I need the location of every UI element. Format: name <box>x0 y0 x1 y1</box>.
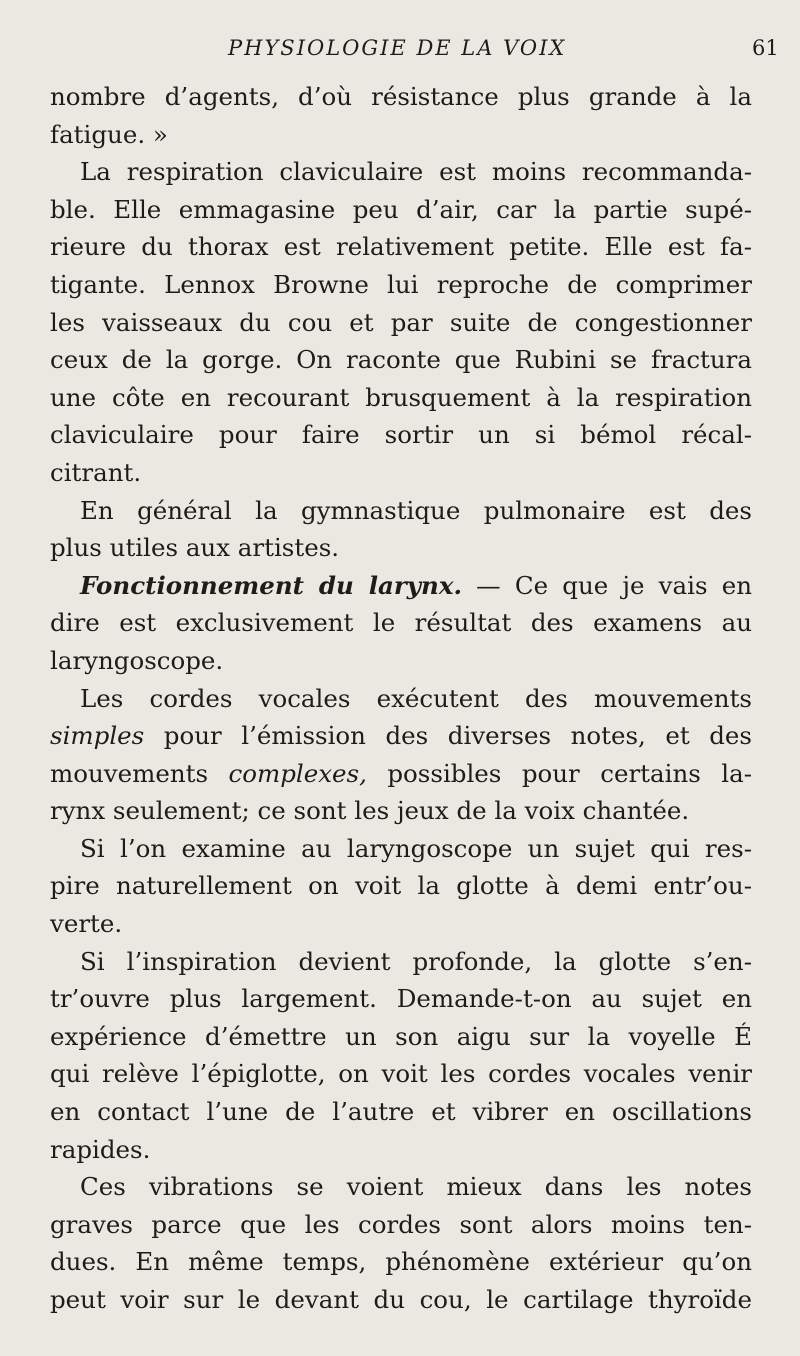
text-line <box>50 341 752 379</box>
text-segment: Les cordes vocales exécutent des mouvements <box>80 683 752 713</box>
text-segment: nombre d’agents, d’où résistance plus grande à la <box>50 82 752 111</box>
text-segment: graves parce que les cordes sont alors moins ten- <box>50 1209 752 1239</box>
page-number: 61 <box>752 36 779 60</box>
text-line <box>50 1055 752 1093</box>
text-segment: rieure du thorax est relativement petite. Elle est fa- <box>50 232 752 262</box>
text-segment: peut voir sur le devant du cou, le cartilage thyroïde <box>50 1285 752 1314</box>
text-line <box>50 304 752 342</box>
text-segment: Si l’inspiration devient profonde, la glotte s’en- <box>80 946 752 976</box>
text-segment: possibles pour certains la- <box>366 758 752 788</box>
text-line <box>50 1093 752 1131</box>
text-line <box>50 1018 752 1056</box>
text-line <box>50 1281 752 1319</box>
text-segment: laryngoscope. <box>50 645 224 675</box>
text-line <box>50 867 752 905</box>
text-line <box>50 755 752 793</box>
text-segment: citrant. <box>50 457 142 487</box>
text-line <box>50 604 752 642</box>
text-segment: rapides. <box>50 1134 151 1164</box>
body-text <box>50 78 752 1319</box>
text-segment: dire est exclusivement le résultat des examens au <box>50 608 752 638</box>
text-line <box>50 1131 752 1169</box>
text-line <box>50 78 752 116</box>
text-segment: fatigue. » <box>50 119 168 149</box>
text-segment: — Ce que je vais en <box>462 570 752 600</box>
text-segment: rynx seulement; ce sont les jeux de la voix chantée. <box>50 796 690 826</box>
text-line <box>50 266 752 304</box>
text-segment: claviculaire pour faire sortir un si bémol récal- <box>50 420 752 450</box>
page-header <box>0 36 800 66</box>
text-line <box>50 1168 752 1206</box>
text-line <box>50 717 752 755</box>
text-segment: les vaisseaux du cou et par suite de congestionner <box>50 307 752 337</box>
text-segment: une côte en recourant brusquement à la respiration <box>50 382 752 412</box>
text-line <box>50 191 752 229</box>
text-line <box>50 642 752 680</box>
text-line <box>50 905 752 943</box>
text-segment: verte. <box>50 909 123 939</box>
text-line <box>50 792 752 830</box>
text-segment: Ces vibrations se voient mieux dans les notes <box>80 1172 752 1202</box>
text-line <box>50 228 752 266</box>
text-segment: en contact l’une de l’autre et vibrer en oscillations <box>50 1097 752 1127</box>
text-segment: plus utiles aux artistes. <box>50 533 340 563</box>
text-line <box>50 116 752 154</box>
text-line <box>50 379 752 417</box>
text-segment: La respiration claviculaire est moins recommanda- <box>80 157 752 187</box>
text-segment: mouvements <box>50 758 229 788</box>
text-line <box>50 567 752 605</box>
text-segment: dues. En même temps, phénomène extérieur qu’on <box>50 1247 752 1277</box>
text-line <box>50 454 752 492</box>
text-segment: Si l’on examine au laryngoscope un sujet qui res- <box>80 833 752 863</box>
text-line <box>50 529 752 567</box>
text-segment: ceux de la gorge. On raconte que Rubini se fractura <box>50 345 752 375</box>
text-line <box>50 943 752 981</box>
running-head: PHYSIOLOGIE DE LA VOIX <box>228 36 567 60</box>
text-segment: pire naturellement on voit la glotte à demi entr’ou- <box>50 871 752 901</box>
text-line <box>50 830 752 868</box>
text-segment: pour l’émission des diverses notes, et des <box>144 721 752 751</box>
text-line <box>50 1206 752 1244</box>
text-line <box>50 492 752 530</box>
text-segment: qui relève l’épiglotte, on voit les cordes vocales venir <box>50 1059 752 1089</box>
text-segment: expérience d’émettre un son aigu sur la voyelle É <box>50 1021 752 1051</box>
text-segment: tr’ouvre plus largement. Demande-t-on au sujet en <box>50 984 752 1014</box>
text-segment: tigante. Lennox Browne lui reproche de comprimer <box>50 269 752 299</box>
emphasized-text: Fonctionnement du larynx. <box>80 570 462 600</box>
text-line <box>50 1243 752 1281</box>
text-line <box>50 980 752 1018</box>
emphasized-text: simples <box>50 721 145 751</box>
text-segment: En général la gymnastique pulmonaire est des <box>80 495 752 525</box>
text-segment: ble. Elle emmagasine peu d’air, car la partie supé- <box>50 194 752 224</box>
text-line <box>50 153 752 191</box>
text-line <box>50 680 752 718</box>
emphasized-text: complexes, <box>228 758 367 788</box>
text-line <box>50 416 752 454</box>
